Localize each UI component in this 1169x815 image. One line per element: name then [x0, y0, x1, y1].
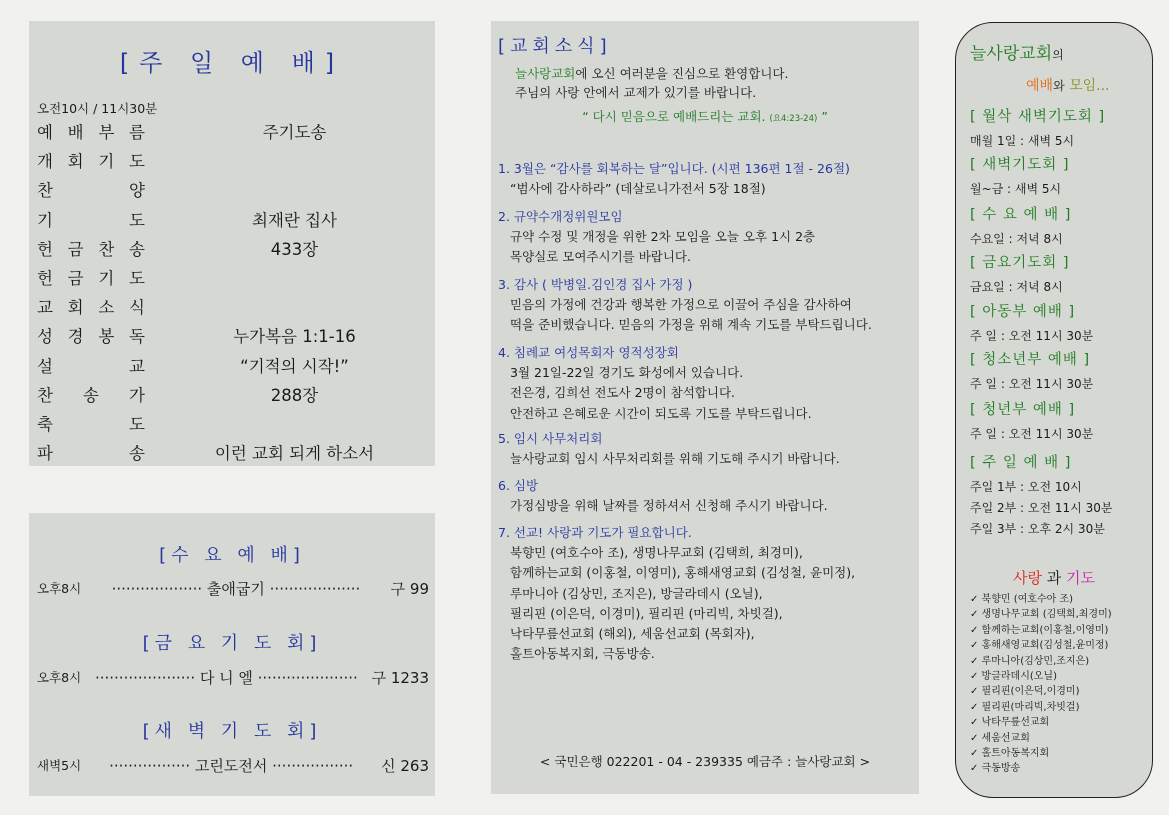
prayer-list-item: ✓ 홍해새영교회(김성철,윤미정): [970, 640, 1109, 652]
schedule-church-suffix: 의: [1052, 48, 1064, 62]
prayer-list-item: ✓ 필리핀(마리빅,차빗걸): [970, 701, 1080, 713]
label-char: 송: [129, 444, 145, 464]
wed-service-time: 오후8시: [37, 581, 82, 596]
worship-order-row: [37, 207, 427, 233]
worship-order-label: [37, 382, 145, 406]
motto-reference: (요4:23-24): [769, 114, 818, 124]
wed-service-scripture: ··················· 출애굽기 ···················: [111, 579, 361, 598]
service-title: [ 금요기도회 ]: [970, 255, 1070, 271]
worship-order-label: [37, 440, 145, 464]
prayer-list: [970, 590, 1112, 775]
worship-order-label: [37, 323, 145, 347]
service-title: [ 청소년부 예배 ]: [970, 352, 1091, 368]
service-time: 매월 1일 : 새벽 5시: [970, 134, 1075, 148]
news-item-line: 규약 수정 및 개정을 위한 2차 모임을 오늘 오후 1시 2층: [510, 229, 816, 245]
news-item-heading: 6. 심방: [498, 478, 539, 493]
worship-order-row: [37, 119, 427, 145]
fri-prayer-scripture: ····················· 다 니 엘 ·····················: [94, 668, 358, 687]
news-item-heading: 4. 침례교 여성목회자 영적성장회: [498, 345, 679, 360]
news-item-heading: 3. 감사 ( 박병일.김인경 집사 가정 ): [498, 277, 693, 292]
news-item-heading: 5. 임시 사무처리회: [498, 431, 603, 446]
news-item-line: 3월 21일-22일 경기도 화성에서 있습니다.: [510, 365, 744, 381]
service-title: [ 수 요 예 배 ]: [970, 207, 1072, 223]
prayer-list-item: ✓ 방글라데시(오닐): [970, 670, 1057, 682]
label-char: 배: [67, 123, 84, 142]
label-char: 개: [37, 152, 53, 172]
prayer-list-item: ✓ 생명나무교회 (김택희,최경미): [970, 609, 1112, 621]
dawn-prayer-time: 새벽5시: [37, 758, 82, 773]
dawn-prayer-scripture: ················· 고린도전서 ·················: [109, 756, 354, 775]
subtitle-worship: 예배: [1026, 78, 1054, 94]
worship-order-value: 288장: [270, 385, 319, 405]
worship-order-row: [37, 440, 427, 466]
worship-order-row: [37, 265, 427, 291]
offering-account: < 국민은행 022201 - 04 - 239335 예금주 : 늘사랑교회 >: [539, 754, 871, 769]
prayer-and: 과: [1046, 569, 1062, 587]
worship-order-label: [37, 177, 145, 201]
news-title: [교회소식]: [498, 36, 612, 57]
news-item-line: 목양실로 모여주시기를 바랍니다.: [510, 249, 691, 265]
news-item-line: 북향민 (여호수아 조), 생명나무교회 (김택희, 최경미),: [510, 545, 803, 561]
news-intro-line-1: [515, 64, 788, 82]
worship-order-value: 최재란 집사: [252, 210, 337, 230]
wed-service-hymn: 구 99: [390, 579, 429, 598]
news-item-line: 안전하고 은혜로운 시간이 되도록 기도를 부탁드립니다.: [510, 405, 812, 421]
worship-order-row: [37, 294, 427, 320]
service-time: 주 일 : 오전 11시 30분: [970, 377, 1094, 391]
label-char: 기: [37, 210, 53, 230]
prayer-list-item: ✓ 함께하는교회(이홍철,이영미): [970, 624, 1109, 636]
fri-prayer-hymn: 구 1233: [371, 668, 429, 687]
worship-order-row: [37, 236, 427, 262]
label-char: 성: [37, 327, 53, 347]
label-char: 름: [129, 123, 145, 142]
news-intro-line-2: 주님의 사랑 안에서 교제가 있기를 바랍니다.: [515, 85, 757, 100]
label-char: 송: [129, 239, 145, 259]
prayer-list-item: ✓ 극동방송: [970, 763, 1021, 775]
worship-order-label: [37, 265, 145, 289]
prayer-list-item: ✓ 필리핀(이은덕,이경미): [970, 686, 1080, 698]
prayer-list-item: ✓ 북향민 (여호수아 조): [970, 594, 1073, 605]
label-char: 예: [37, 123, 53, 142]
worship-order-row: [37, 411, 427, 437]
label-char: 축: [37, 415, 53, 434]
service-title: [ 월삭 새벽기도회 ]: [970, 109, 1106, 125]
label-char: 파: [37, 444, 53, 464]
label-char: 식: [129, 298, 145, 318]
prayer-list-item: ✓ 낙타무릎선교회: [970, 717, 1050, 729]
service-title: [ 청년부 예배 ]: [970, 402, 1076, 418]
prayer-list-item: ✓ 루마니아(김상민,조지은): [970, 655, 1090, 667]
label-char: 찬: [37, 181, 53, 201]
service-time: 주일 3부 : 오후 2시 30분: [970, 522, 1105, 536]
label-char: 도: [129, 415, 145, 434]
label-char: 봉: [98, 327, 115, 347]
fri-prayer-line: [37, 666, 429, 688]
service-time: 주일 2부 : 오전 11시 30분: [970, 501, 1113, 515]
service-title: [ 아동부 예배 ]: [970, 304, 1076, 320]
label-char: 회: [67, 152, 84, 172]
schedule-panel: [955, 22, 1153, 798]
fri-prayer-title: [금 요 기 도 회]: [142, 633, 322, 654]
label-char: 가: [129, 385, 145, 405]
label-char: 소: [98, 298, 115, 318]
worship-order-label: [37, 207, 145, 231]
label-char: 도: [129, 210, 145, 230]
subtitle-meetings: 모임...: [1069, 78, 1110, 94]
worship-order-label: [37, 411, 145, 435]
label-char: 송: [83, 385, 99, 405]
news-item-line: 믿음의 가정에 건강과 행복한 가정으로 이끌어 주심을 감사하여: [510, 297, 852, 313]
worship-order-row: [37, 148, 427, 174]
news-item-line: 가정심방을 위해 날짜를 정하셔서 신청해 주시기 바랍니다.: [510, 498, 828, 514]
worship-title: [주 일 예 배]: [119, 49, 345, 77]
service-time: 월~금 : 새벽 5시: [970, 182, 1062, 196]
label-char: 찬: [98, 239, 115, 259]
news-item-line: 낙타무릎선교회 (해외), 세움선교회 (목회자),: [510, 626, 755, 641]
church-motto: [491, 107, 919, 125]
dawn-prayer-hymn: 신 263: [381, 756, 429, 775]
news-item-line: 떡을 준비했습니다. 믿음의 가정을 위해 계속 기도를 부탁드립니다.: [510, 317, 872, 333]
news-item-line: 전은경, 김희선 전도사 2명이 참석합니다.: [510, 385, 735, 401]
service-title: [ 새벽기도회 ]: [970, 157, 1070, 173]
intro-church-name: 늘사랑교회: [515, 66, 576, 81]
label-char: 찬: [37, 385, 53, 405]
label-char: 헌: [37, 239, 53, 259]
label-char: 회: [67, 298, 84, 318]
label-char: 교: [129, 356, 145, 376]
news-item-line: 함께하는교회 (이홍철, 이영미), 홍해새영교회 (김성철, 윤미정),: [510, 565, 856, 581]
worship-order-value: 주기도송: [262, 123, 327, 142]
church-news-panel: [491, 21, 919, 794]
prayer-prayer: 기도: [1066, 569, 1096, 587]
prayer-heading: [956, 567, 1152, 588]
worship-order-row: [37, 323, 427, 349]
worship-order-value: 이런 교회 되게 하소서: [214, 444, 375, 464]
worship-order-value: 433장: [270, 239, 319, 259]
label-char: 도: [129, 269, 145, 288]
motto-text: “ 다시 믿음으로 예배드리는 교회.: [582, 109, 766, 124]
label-char: 설: [37, 356, 53, 376]
label-char: 금: [67, 269, 84, 288]
label-char: 헌: [37, 269, 53, 288]
label-char: 양: [129, 181, 145, 201]
label-char: 독: [129, 327, 145, 347]
label-char: 금: [67, 239, 84, 259]
prayer-list-item: ✓ 세움선교회: [970, 732, 1030, 744]
label-char: 도: [129, 152, 145, 172]
news-item-heading: 1. 3월은 “감사를 회복하는 달”입니다. (시편 136편 1절 - 26절): [498, 161, 850, 176]
news-item-line: “범사에 감사하라” (데살로니가전서 5장 18절): [510, 181, 766, 197]
label-char: 부: [98, 123, 115, 142]
motto-close-quote: ”: [821, 109, 828, 124]
prayer-love: 사랑: [1012, 569, 1042, 587]
wed-service-title: [수 요 예 배]: [159, 545, 305, 566]
label-char: 경: [67, 327, 84, 347]
dawn-prayer-title: [새 벽 기 도 회]: [142, 721, 322, 742]
worship-order-label: [37, 353, 145, 377]
subtitle-and: 와: [1053, 79, 1065, 93]
schedule-church-heading: [970, 39, 1064, 64]
service-title: [ 주 일 예 배 ]: [970, 455, 1072, 471]
worship-order-value: “기적의 시작!”: [240, 356, 349, 376]
label-char: 기: [98, 152, 115, 172]
schedule-subtitle: [1026, 75, 1110, 95]
news-item-line: 홀트아동복지회, 극동방송.: [510, 646, 655, 662]
service-time: 주 일 : 오전 11시 30분: [970, 329, 1094, 343]
service-time: 주 일 : 오전 11시 30분: [970, 427, 1094, 441]
label-char: 교: [37, 298, 53, 318]
news-item-line: 루마니아 (김상민, 조지은), 방글라데시 (오닐),: [510, 585, 763, 601]
news-item-heading: 2. 규약수개정위원모임: [498, 209, 623, 224]
worship-order-label: [37, 148, 145, 172]
worship-order-value: 누가복음 1:1-16: [233, 327, 356, 347]
worship-order-label: [37, 119, 145, 143]
worship-time: 오전10시 / 11시30분: [37, 101, 158, 116]
worship-order-row: [37, 353, 427, 379]
fri-prayer-time: 오후8시: [37, 670, 82, 685]
service-time: 주일 1부 : 오전 10시: [970, 480, 1082, 494]
schedule-church-name: 늘사랑교회: [970, 44, 1053, 64]
prayer-list-item: ✓ 홀트아동복지회: [970, 747, 1050, 759]
intro-welcome: 에 오신 여러분을 진심으로 환영합니다.: [575, 66, 789, 81]
service-time: 수요일 : 저녁 8시: [970, 232, 1063, 246]
wed-service-line: [37, 577, 429, 599]
news-item-line: 필리핀 (이은덕, 이경미), 필리핀 (마리빅, 차빗걸),: [510, 605, 783, 621]
service-time: 금요일 : 저녁 8시: [970, 280, 1063, 294]
worship-order-row: [37, 382, 427, 408]
sunday-worship-panel: [29, 21, 435, 466]
dawn-prayer-line: [37, 754, 429, 776]
worship-order-label: [37, 294, 145, 318]
label-char: 기: [98, 269, 115, 288]
news-item-heading: 7. 선교! 사랑과 기도가 필요합니다.: [498, 525, 692, 540]
worship-order-row: [37, 177, 427, 203]
news-item-line: 늘사랑교회 임시 사무처리회를 위해 기도해 주시기 바랍니다.: [510, 451, 840, 467]
worship-order-label: [37, 236, 145, 260]
weekday-services-panel: [29, 513, 435, 796]
